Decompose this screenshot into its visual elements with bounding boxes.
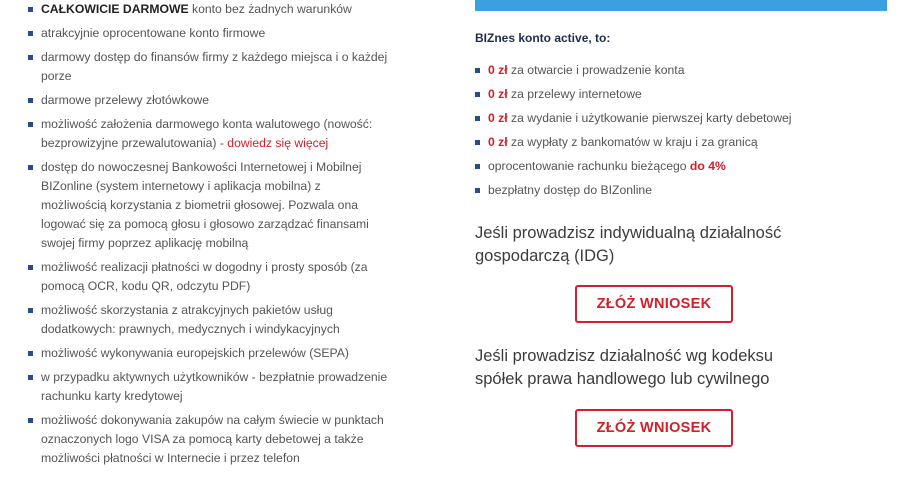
feature-text: konto bez żadnych warunków [188, 2, 352, 16]
list-item [28, 48, 388, 86]
price-label: 0 zł [488, 135, 508, 149]
list-item [475, 109, 885, 128]
offer-column [475, 0, 885, 436]
price-label: 0 zł [488, 63, 508, 77]
benefit-text: oprocentowanie rachunku bieżącego [488, 159, 690, 173]
list-item [28, 115, 388, 153]
feature-bold-text: CAŁKOWICIE DARMOWE [41, 2, 189, 16]
ksh-heading: Jeśli prowadzisz działalność wg kodeksu spółek prawa handlowego lub cywilnego [475, 347, 774, 388]
benefit-text: za przelewy internetowe [507, 87, 642, 101]
feature-text: darmowy dostęp do finansów firmy z każdego miejsca i o każdej porze [41, 50, 388, 83]
feature-text: darmowe przelewy złotówkowe [41, 93, 209, 107]
learn-more-link[interactable]: dowiedz się więcej [227, 136, 329, 150]
feature-list [28, 0, 388, 468]
list-item [475, 85, 885, 104]
feature-text: w przypadku aktywnych użytkowników - bezpłatnie prowadzenie rachunku karty kredytowej [41, 370, 388, 403]
price-label: 0 zł [488, 87, 508, 101]
list-item [28, 91, 388, 110]
feature-text: dostęp do nowoczesnej Bankowości Internetowej i Mobilnej BIZonline (system internetowy i aplikacja mobilna) z możliwością korzystania z biometrii głosowej. Pozwala ona logować się za pomocą głosu i głosowo zarządzać finansami swojej firmy poprzez aplikację mobilną [41, 160, 369, 250]
price-label: 0 zł [488, 111, 508, 125]
idg-heading: Jeśli prowadzisz indywidualną działalność gospodarczą (IDG) [475, 224, 782, 265]
list-item [28, 24, 388, 43]
benefit-text: bezpłatny dostęp do BIZonline [488, 183, 652, 197]
apply-button-ksh[interactable]: ZŁÓŻ WNIOSEK [575, 409, 733, 447]
list-item [475, 157, 885, 176]
list-item [475, 181, 885, 200]
list-item [28, 301, 388, 339]
features-column [28, 0, 388, 473]
list-item [28, 411, 388, 468]
apply-button-idg[interactable]: ZŁÓŻ WNIOSEK [575, 285, 733, 323]
list-item [28, 0, 388, 19]
list-item [475, 133, 885, 152]
feature-text: możliwość wykonywania europejskich przelewów (SEPA) [41, 346, 349, 360]
list-item [28, 158, 388, 253]
list-item [475, 61, 885, 80]
benefit-list [475, 61, 885, 205]
feature-text: możliwość realizacji płatności w dogodny i prosty sposób (za pomocą OCR, kodu QR, odczytu PDF) [41, 260, 368, 293]
feature-text: atrakcyjnie oprocentowane konto firmowe [41, 26, 266, 40]
interest-highlight: do 4% [689, 159, 726, 173]
feature-text: możliwość skorzystania z atrakcyjnych pakietów usług dodatkowych: prawnych, medycznych i windykacyjnych [41, 303, 340, 336]
list-item [28, 368, 388, 406]
top-banner [475, 0, 887, 11]
feature-text: możliwość założenia darmowego konta walutowego (nowość: bezprowizyjne przewalutowania) - [41, 117, 373, 150]
list-item [28, 258, 388, 296]
benefit-text: za wypłaty z bankomatów w kraju i za granicą [507, 135, 758, 149]
benefit-text: za otwarcie i prowadzenie konta [507, 63, 685, 77]
benefits-title: BIZnes konto active, to: [475, 31, 611, 45]
benefit-text: za wydanie i użytkowanie pierwszej karty debetowej [507, 111, 792, 125]
list-item [28, 344, 388, 363]
feature-text: możliwość dokonywania zakupów na całym świecie w punktach oznaczonych logo VISA za pomocą karty debetowej a także możliwości płatności w Internecie i przez telefon [41, 413, 384, 465]
